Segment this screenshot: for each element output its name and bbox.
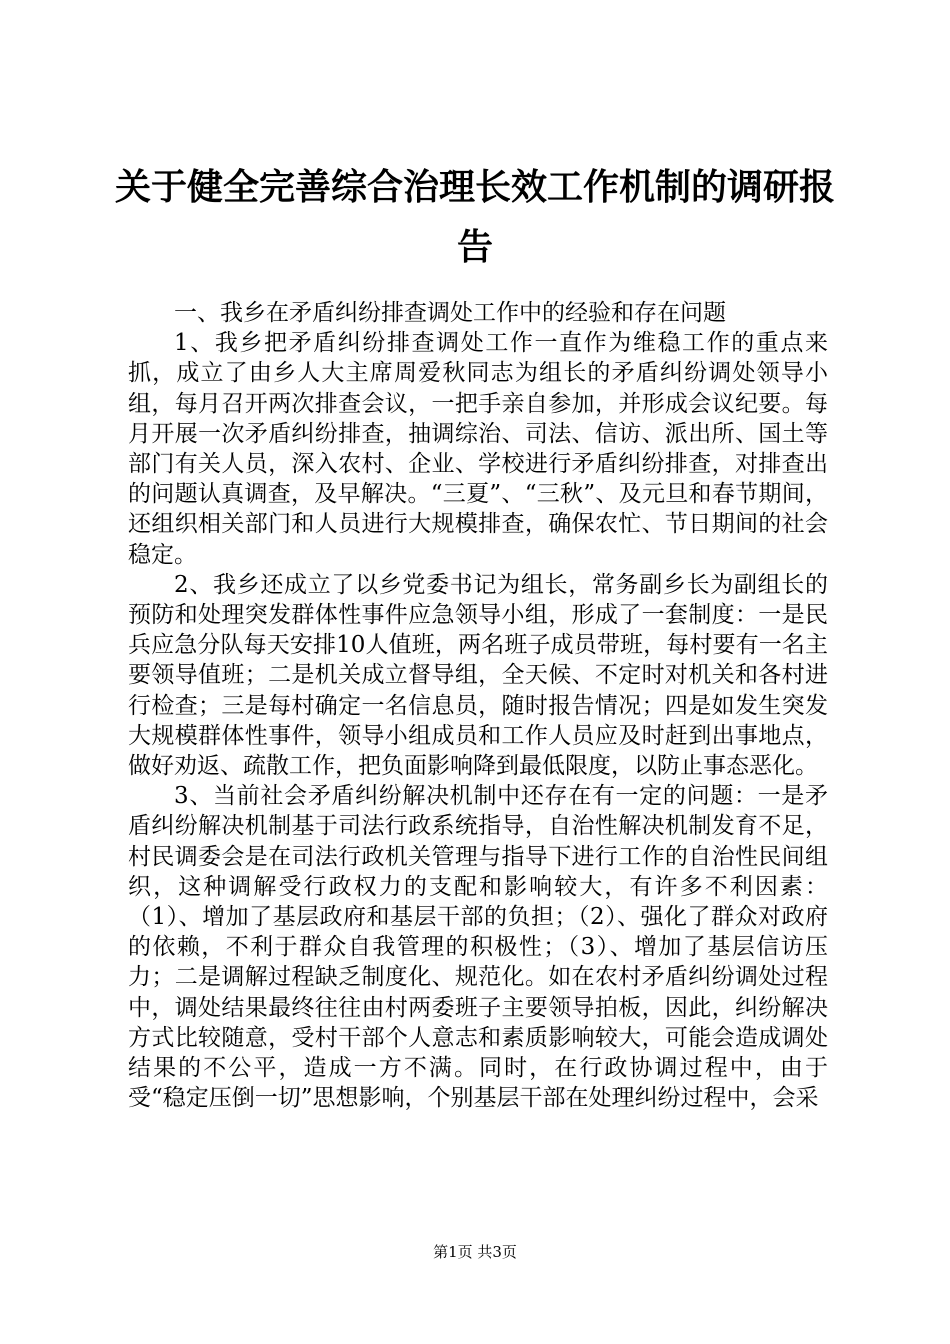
paragraph: 1、我乡把矛盾纠纷排查调处工作一直作为维稳工作的重点来抓，成立了由乡人大主席周爱秋同志为组长的矛盾纠纷调处领导小组，每月召开两次排查会议，一把手亲自参加，并形成会议纪要。每月开展一次矛盾纠纷排查，抽调综治、司法、信访、派出所、国土等部门有关人员，深入农村、企业、学校进行矛盾纠纷排查，对排查出的问题认真调查，及早解决。“三夏”、“三秋”、及元旦和春节期间，还组织相关部门和人员进行大规模排查，确保农忙、节日期间的社会稳定。 [128,330,828,568]
document-title: 关于健全完善综合治理长效工作机制的调研报告 [114,167,835,268]
paragraph: 3、当前社会矛盾纠纷解决机制中还存在有一定的问题：一是矛盾纠纷解决机制基于司法行政系统指导，自治性解决机制发育不足，村民调委会是在司法行政机关管理与指导下进行工作的自治性民间组织，这种调解受行政权力的支配和影响较大，有许多不利因素：（1）、增加了基层政府和基层干部的负担；（2）、强化了群众对政府的依赖，不利于群众自我管理的积极性；（3）、增加了基层信访压力；二是调解过程缺乏制度化、规范化。如在农村矛盾纠纷调处过程中，调处结果最终往往由村两委班子主要领导拍板，因此，纠纷解决方式比较随意，受村干部个人意志和素质影响较大，可能会造成调处结果的不公平，造成一方不满。同时，在行政协调过程中，由于受“稳定压倒一切”思想影响，个别基层干部在处理纠纷过程中，会采 [128,783,828,1112]
document-body [128,298,828,1113]
paragraph: 2、我乡还成立了以乡党委书记为组长，常务副乡长为副组长的预防和处理突发群体性事件应急领导小组，形成了一套制度：一是民兵应急分队每天安排10人值班，两名班子成员带班，每村要有一名主要领导值班；二是机关成立督导组，全天候、不定时对机关和各村进行检查；三是每村确定一名信息员，随时报告情况；四是如发生突发大规模群体性事件，领导小组成员和工作人员应及时赶到出事地点，做好劝返、疏散工作，把负面影响降到最低限度，以防止事态恶化。 [128,571,828,780]
page-number-footer: 第1页 共3页 [433,1243,517,1261]
section-heading: 一、我乡在矛盾纠纷排查调处工作中的经验和存在问题 [174,300,726,326]
